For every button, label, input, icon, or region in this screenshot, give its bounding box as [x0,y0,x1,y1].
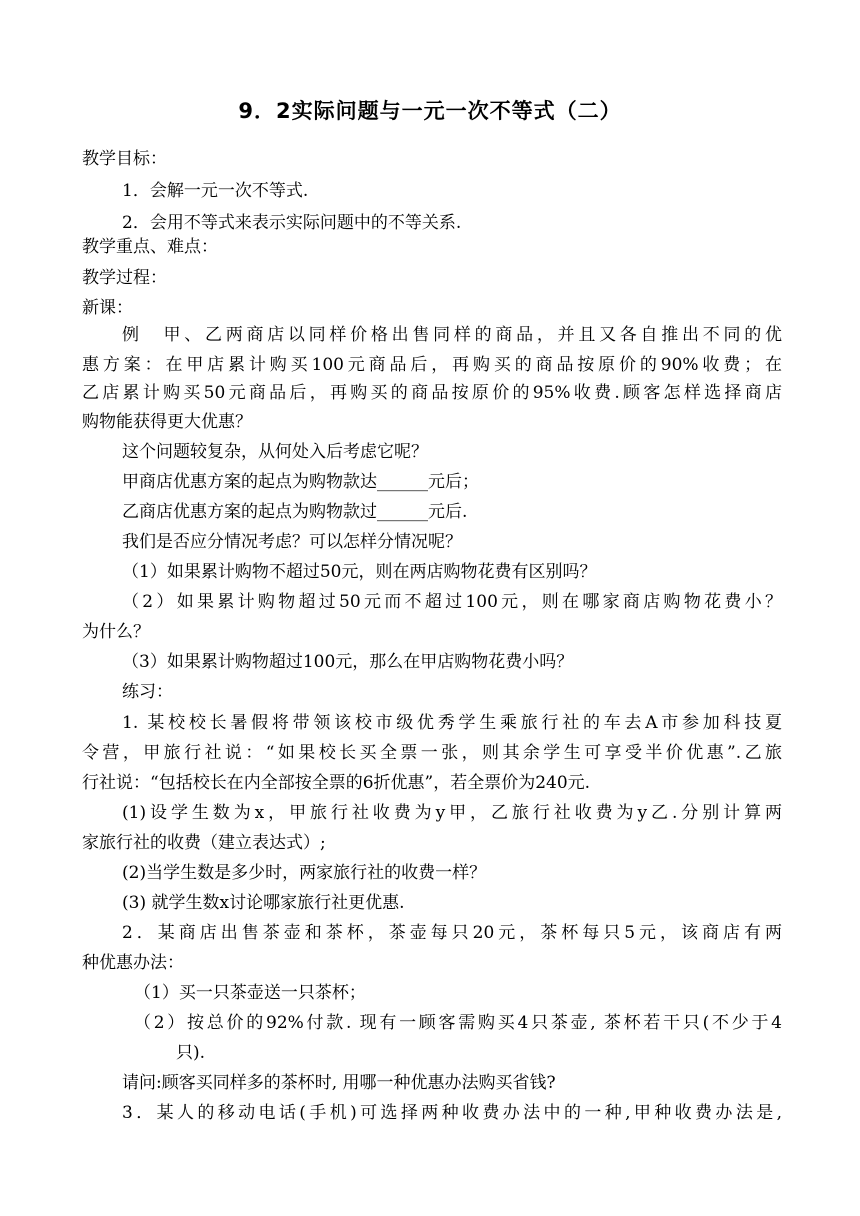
text-line: 1．会解一元一次不等式. [122,181,309,201]
text-line: 惠方案：在甲店累计购买100元商品后，再购买的商品按原价的90%收费；在 [82,355,782,375]
text-line: 购物能获得更大优惠？ [82,412,252,432]
text-line: 教学重点、难点： [82,237,218,257]
text-line: （2）如果累计购物超过50元而不超过100元，则在哪家商店购物花费小？ [122,592,782,612]
text-line: 乙店累计购买50元商品后，再购买的商品按原价的95%收费.顾客怎样选择商店 [82,383,782,403]
text-line: (1)设学生数为x，甲旅行社收费为y甲，乙旅行社收费为y乙.分别计算两 [122,803,782,823]
text-line: （3）如果累计购物超过100元，那么在甲店购物花费小吗？ [122,652,574,672]
text-line: 2．某商店出售茶壶和茶杯，茶壶每只20元，茶杯每只5元，该商店有两 [122,923,782,943]
text-line: 新课： [82,298,133,318]
text-line: （2）按总价的92%付款. 现有一顾客需购买4只茶壶, 茶杯若干只(不少于4 [134,1013,782,1033]
text-line: 2．会用不等式来表示实际问题中的不等关系. [122,213,462,233]
text-line: 3．某人的移动电话(手机)可选择两种收费办法中的一种,甲种收费办法是, [122,1103,782,1123]
text-line: 乙商店优惠方案的起点为购物款过______元后. [122,502,468,522]
text-line: 练习： [122,682,173,702]
text-line: 令营，甲旅行社说：“如果校长买全票一张，则其余学生可享受半价优惠”.乙旅 [82,743,782,763]
text-line: 种优惠办法： [82,953,184,973]
text-line: 例 甲、乙两商店以同样价格出售同样的商品，并且又各自推出不同的优 [122,325,782,345]
text-line: 甲商店优惠方案的起点为购物款达______元后； [122,472,479,492]
text-line: （1）买一只茶壶送一只茶杯； [134,983,366,1003]
page-title: 9．2实际问题与一元一次不等式（二） [238,99,622,123]
text-line: (2)当学生数是多少时，两家旅行社的收费一样？ [122,863,487,883]
text-line: 我们是否应分情况考虑？可以怎样分情况呢？ [122,532,462,552]
text-line: 1. 某校校长暑假将带领该校市级优秀学生乘旅行社的车去A市参加科技夏 [122,713,782,733]
text-line: 行社说：“包括校长在内全部按全票的6折优惠”，若全票价为240元. [82,773,591,793]
text-line: 为什么？ [82,622,150,642]
text-line: 只). [176,1043,206,1063]
text-line: 教学目标： [82,149,167,169]
text-line: (3) 就学生数x讨论哪家旅行社更优惠. [122,893,405,913]
text-line: 教学过程： [82,268,167,288]
text-line: 家旅行社的收费（建立表达式）; [82,833,326,853]
text-line: （1）如果累计购物不超过50元，则在两店购物花费有区别吗？ [122,562,597,582]
text-line: 这个问题较复杂，从何处入后考虑它呢？ [122,442,428,462]
text-line: 请问:顾客买同样多的茶杯时, 用哪一种优惠办法购买省钱? [122,1073,556,1093]
